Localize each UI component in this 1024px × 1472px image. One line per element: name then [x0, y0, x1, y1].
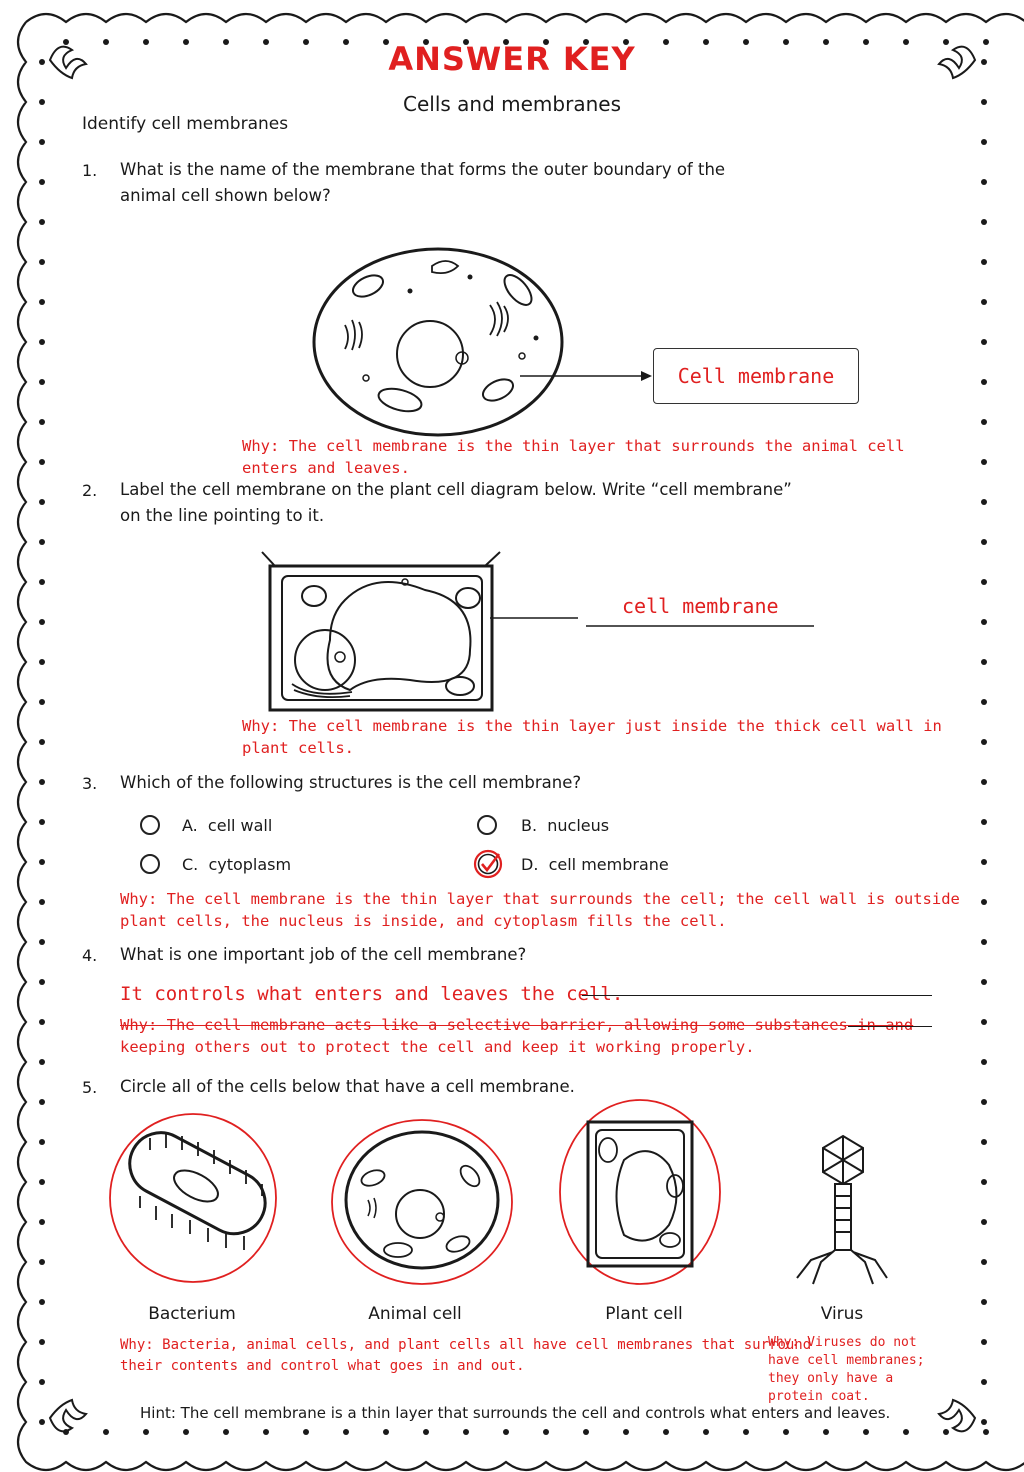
explanation-line: Why: The cell membrane is the thin layer that surrounds the cell; the cell wall is outside [120, 890, 960, 908]
question-1-line-2: animal cell shown below? [120, 186, 331, 205]
question-number: 4. [82, 946, 98, 965]
question-3-text: Which of the following structures is the cell membrane? [120, 773, 582, 792]
option-b: B. nucleus [521, 816, 610, 835]
answer-circle [332, 1120, 512, 1284]
question-2-line-2: on the line pointing to it. [120, 506, 325, 525]
animal-cell-small-diagram [332, 1120, 512, 1284]
explanation-line: plant cells, the nucleus is inside, and cytoplasm fills the cell. [120, 912, 727, 930]
virus-diagram [797, 1136, 887, 1284]
question-4-text: What is one important job of the cell membrane? [120, 945, 527, 964]
explanation-line: Why: The cell membrane is the thin layer that surrounds the animal cell [242, 437, 905, 455]
virus-explanation [768, 1334, 925, 1406]
question-1-line-1: What is the name of the membrane that forms the outer boundary of the [120, 160, 726, 179]
explanation-line: Why: The cell membrane is the thin layer just inside the thick cell wall in [242, 717, 942, 735]
bacterium-diagram [110, 1114, 276, 1282]
explanation-line: enters and leaves. [242, 459, 410, 477]
explanation-line: Why: The cell membrane acts like a selective barrier, allowing some substances in and [120, 1016, 914, 1034]
explanation-line: protein coat. [768, 1389, 870, 1404]
explanation-line: keeping others out to protect the cell and keep it working properly. [120, 1038, 755, 1056]
page-subtitle: Cells and membranes [403, 92, 621, 116]
answer-text: It controls what enters and leaves the cell. [120, 983, 624, 1005]
explanation-line: plant cells. [242, 739, 354, 757]
cell-caption-bacterium: Bacterium [148, 1304, 236, 1324]
section-heading: Identify cell membranes [82, 114, 289, 134]
question-2-line-1: Label the cell membrane on the plant cell diagram below. Write “cell membrane” [120, 480, 792, 499]
question-5-text: Circle all of the cells below that have a cell membrane. [120, 1077, 575, 1096]
hint-text: Hint: The cell membrane is a thin layer that surrounds the cell and controls what enters and leaves. [140, 1404, 891, 1422]
cell-caption-virus: Virus [820, 1304, 864, 1324]
question-number: 3. [82, 774, 98, 793]
option-a: A. cell wall [182, 816, 273, 835]
page-title: ANSWER KEY [388, 40, 636, 78]
explanation-line: Why: Bacteria, animal cells, and plant cells all have cell membranes that surround [120, 1337, 812, 1353]
question-number: 2. [82, 481, 98, 500]
answer-text: Cell membrane [677, 364, 835, 388]
explanation-line: their contents and control what goes in and out. [120, 1358, 525, 1374]
plant-cell-small-diagram [560, 1100, 720, 1284]
option-d: D. cell membrane [521, 855, 669, 874]
answer-circle [560, 1100, 720, 1284]
explanation-line: Why: Viruses do not [768, 1335, 917, 1350]
explanation-line: have cell membranes; [768, 1353, 925, 1368]
answer-text: cell membrane [622, 594, 779, 618]
explanation-line: they only have a [768, 1371, 894, 1386]
explanation-5 [120, 1335, 811, 1377]
option-c: C. cytoplasm [182, 855, 292, 874]
question-number: 1. [82, 161, 98, 180]
cell-caption-plant: Plant cell [605, 1304, 683, 1324]
cell-caption-animal: Animal cell [368, 1304, 462, 1324]
question-number: 5. [82, 1078, 98, 1097]
